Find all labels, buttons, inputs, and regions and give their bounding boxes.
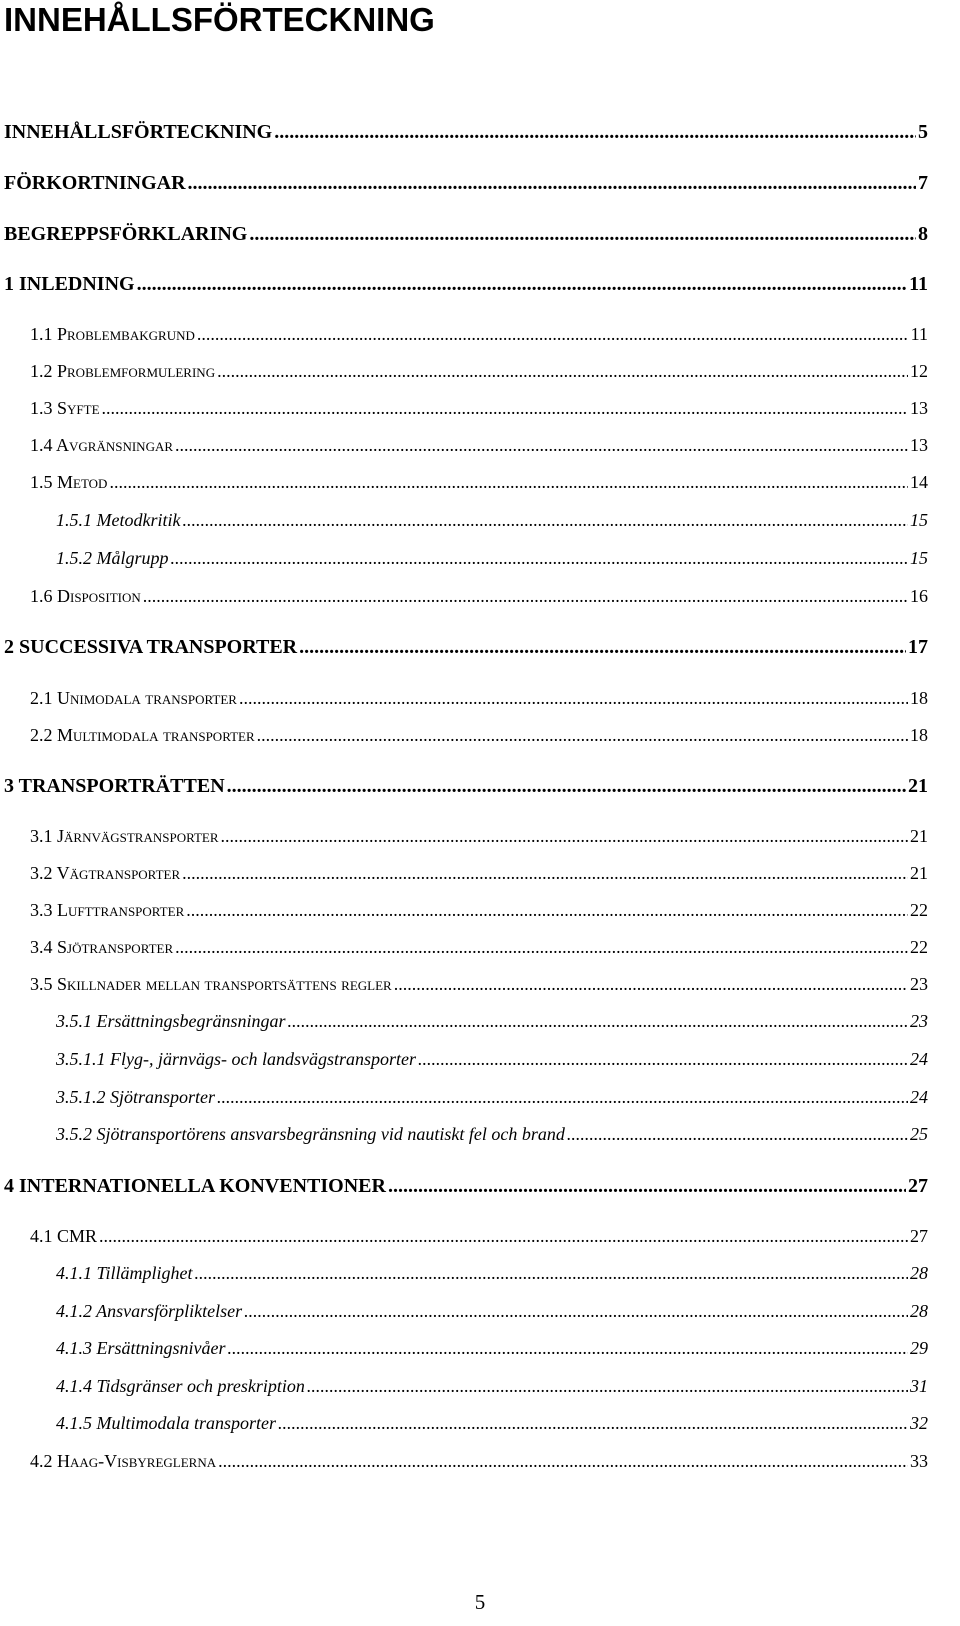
dot-leader xyxy=(257,725,908,746)
toc-entry[interactable] xyxy=(56,1049,928,1079)
toc-entry-page: 21 xyxy=(910,863,928,883)
dot-leader xyxy=(109,472,908,493)
toc-entry-label: FÖRKORTNINGAR xyxy=(4,172,186,194)
toc-entry[interactable] xyxy=(30,688,928,718)
toc-entry[interactable] xyxy=(56,510,928,540)
toc-entry[interactable] xyxy=(56,548,928,578)
toc-entry-label: 3.1 Järnvägstransporter xyxy=(30,826,219,846)
toc-entry-page: 16 xyxy=(910,586,928,606)
toc-entry[interactable] xyxy=(4,172,928,202)
toc-entry[interactable] xyxy=(4,223,928,253)
toc-entry[interactable] xyxy=(56,1413,928,1443)
toc-entry-page: 15 xyxy=(910,548,928,568)
toc-entry-page: 24 xyxy=(910,1049,928,1069)
dot-leader xyxy=(195,1263,908,1284)
toc-entry[interactable] xyxy=(4,636,928,666)
toc-entry[interactable] xyxy=(30,974,928,1004)
toc-entry-label: 4.1.2 Ansvarsförpliktelser xyxy=(56,1301,243,1321)
toc-entry-page: 18 xyxy=(910,688,928,708)
toc-entry[interactable] xyxy=(4,775,928,805)
toc-entry[interactable] xyxy=(4,121,928,151)
toc-entry[interactable] xyxy=(56,1338,928,1368)
toc-entry-page: 33 xyxy=(910,1451,928,1471)
toc-entry-page: 23 xyxy=(910,1011,928,1031)
toc-entry-label: 3.2 Vägtransporter xyxy=(30,863,181,883)
toc-entry-page: 27 xyxy=(908,1175,928,1197)
toc-entry-label: 3.3 Lufttransporter xyxy=(30,900,185,920)
dot-leader xyxy=(217,1087,908,1108)
toc-entry-label: 1.5.1 Metodkritik xyxy=(56,510,181,530)
toc-entry-page: 23 xyxy=(910,974,928,994)
toc-entry-page: 15 xyxy=(910,510,928,530)
toc-entry-page: 24 xyxy=(910,1087,928,1107)
toc-entry-page: 31 xyxy=(910,1376,928,1396)
toc-entry-page: 25 xyxy=(910,1124,928,1144)
toc-entry-page: 5 xyxy=(918,121,928,143)
toc-entry-label: 4 INTERNATIONELLA KONVENTIONER xyxy=(4,1175,386,1197)
dot-leader xyxy=(299,636,906,659)
dot-leader xyxy=(418,1049,908,1070)
toc-entry-label: 1.6 Disposition xyxy=(30,586,141,606)
toc-entry-label: INNEHÅLLSFÖRTECKNING xyxy=(4,121,273,143)
dot-leader xyxy=(278,1413,908,1434)
toc-entry[interactable] xyxy=(30,1451,928,1481)
dot-leader xyxy=(239,688,908,709)
toc-entry[interactable] xyxy=(30,937,928,967)
toc-entry-label: 4.1.4 Tidsgränser och preskription xyxy=(56,1376,305,1396)
toc-entry-page: 7 xyxy=(918,172,928,194)
toc-entry-page: 22 xyxy=(910,937,928,957)
toc-entry[interactable] xyxy=(30,586,928,616)
dot-leader xyxy=(217,361,908,382)
dot-leader xyxy=(182,510,908,531)
toc-entry-page: 21 xyxy=(908,775,928,797)
page-title: INNEHÅLLSFÖRTECKNING xyxy=(4,1,435,38)
toc-entry-page: 28 xyxy=(910,1301,928,1321)
dot-leader xyxy=(218,1451,908,1472)
toc-entry[interactable] xyxy=(56,1376,928,1406)
toc-entry-page: 11 xyxy=(909,273,928,295)
toc-entry-label: 1.4 Avgränsningar xyxy=(30,435,174,455)
toc-entry-label: 4.1 CMR xyxy=(30,1226,98,1246)
dot-leader xyxy=(171,548,909,569)
toc-entry-page: 8 xyxy=(918,223,928,245)
dot-leader xyxy=(274,121,916,144)
toc-entry[interactable] xyxy=(56,1011,928,1041)
toc-entry-label: 3.5 Skillnader mellan transportsättens regler xyxy=(30,974,392,994)
toc-entry-label: 3.4 Sjötransporter xyxy=(30,937,174,957)
dot-leader xyxy=(244,1301,908,1322)
dot-leader xyxy=(188,172,916,195)
toc-entry[interactable] xyxy=(56,1263,928,1293)
toc-entry-page: 12 xyxy=(910,361,928,381)
dot-leader xyxy=(288,1011,908,1032)
toc-entry[interactable] xyxy=(56,1301,928,1331)
toc-entry-label: 3.5.2 Sjötransportörens ansvarsbegränsning vid nautiskt fel och brand xyxy=(56,1124,565,1144)
toc-entry[interactable] xyxy=(30,324,928,354)
dot-leader xyxy=(567,1124,908,1145)
toc-entry-page: 14 xyxy=(910,472,928,492)
toc-entry[interactable] xyxy=(30,472,928,502)
dot-leader xyxy=(137,273,908,296)
toc-entry-label: 3.5.1.2 Sjötransporter xyxy=(56,1087,216,1107)
dot-leader xyxy=(186,900,908,921)
dot-leader xyxy=(182,863,908,884)
toc-entry-label: 2.2 Multimodala transporter xyxy=(30,725,255,745)
toc-entry-label: 1.3 Syfte xyxy=(30,398,100,418)
toc-entry-label: 1 INLEDNING xyxy=(4,273,135,295)
toc-entry-page: 11 xyxy=(910,324,928,344)
dot-leader xyxy=(227,775,906,798)
toc-entry[interactable] xyxy=(30,826,928,856)
toc-entry[interactable] xyxy=(30,398,928,428)
dot-leader xyxy=(307,1376,908,1397)
dot-leader xyxy=(102,398,908,419)
page-number: 5 xyxy=(474,1590,486,1614)
toc-entry-page: 21 xyxy=(910,826,928,846)
toc-entry-page: 29 xyxy=(910,1338,928,1358)
toc-entry-label: 3.5.1.1 Flyg-, järnvägs- och landsvägstransporter xyxy=(56,1049,416,1069)
dot-leader xyxy=(99,1226,908,1247)
toc-entry[interactable] xyxy=(30,900,928,930)
toc-entry[interactable] xyxy=(56,1124,928,1154)
toc-entry-page: 13 xyxy=(910,398,928,418)
toc-entry-page: 22 xyxy=(910,900,928,920)
dot-leader xyxy=(388,1175,906,1198)
toc-entry-label: 1.5.2 Målgrupp xyxy=(56,548,169,568)
toc-entry-label: 1.5 Metod xyxy=(30,472,108,492)
toc-entry-label: 3.5.1 Ersättningsbegränsningar xyxy=(56,1011,286,1031)
toc-entry-page: 18 xyxy=(910,725,928,745)
dot-leader xyxy=(249,223,916,246)
toc-entry-page: 17 xyxy=(908,636,928,658)
toc-entry[interactable] xyxy=(30,863,928,893)
toc-entry-label: 1.1 Problembakgrund xyxy=(30,324,195,344)
toc-entry-page: 13 xyxy=(910,435,928,455)
toc-entry-page: 28 xyxy=(910,1263,928,1283)
toc-entry-label: 2 SUCCESSIVA TRANSPORTER xyxy=(4,636,298,658)
toc-entry[interactable] xyxy=(30,1226,928,1256)
dot-leader xyxy=(175,435,908,456)
dot-leader xyxy=(175,937,908,958)
dot-leader xyxy=(394,974,908,995)
dot-leader xyxy=(228,1338,909,1359)
toc-entry[interactable] xyxy=(30,725,928,755)
toc-entry[interactable] xyxy=(56,1087,928,1117)
toc-entry-label: 4.2 Haag-Visbyreglerna xyxy=(30,1451,217,1471)
toc-entry[interactable] xyxy=(30,435,928,465)
toc-entry-label: 4.1.3 Ersättningsnivåer xyxy=(56,1338,226,1358)
dot-leader xyxy=(221,826,908,847)
toc-entry[interactable] xyxy=(4,273,928,303)
toc-entry[interactable] xyxy=(4,1175,928,1205)
toc-entry-label: 4.1.5 Multimodala transporter xyxy=(56,1413,277,1433)
dot-leader xyxy=(143,586,908,607)
dot-leader xyxy=(197,324,909,345)
toc-entry-label: 2.1 Unimodala transporter xyxy=(30,688,237,708)
toc-entry-label: 3 TRANSPORTRÄTTEN xyxy=(4,775,225,797)
toc-entry[interactable] xyxy=(30,361,928,391)
toc-entry-label: BEGREPPSFÖRKLARING xyxy=(4,223,248,245)
toc-entry-page: 27 xyxy=(910,1226,928,1246)
toc-entry-label: 4.1.1 Tillämplighet xyxy=(56,1263,193,1283)
toc-entry-page: 32 xyxy=(910,1413,928,1433)
toc-entry-label: 1.2 Problemformulering xyxy=(30,361,216,381)
